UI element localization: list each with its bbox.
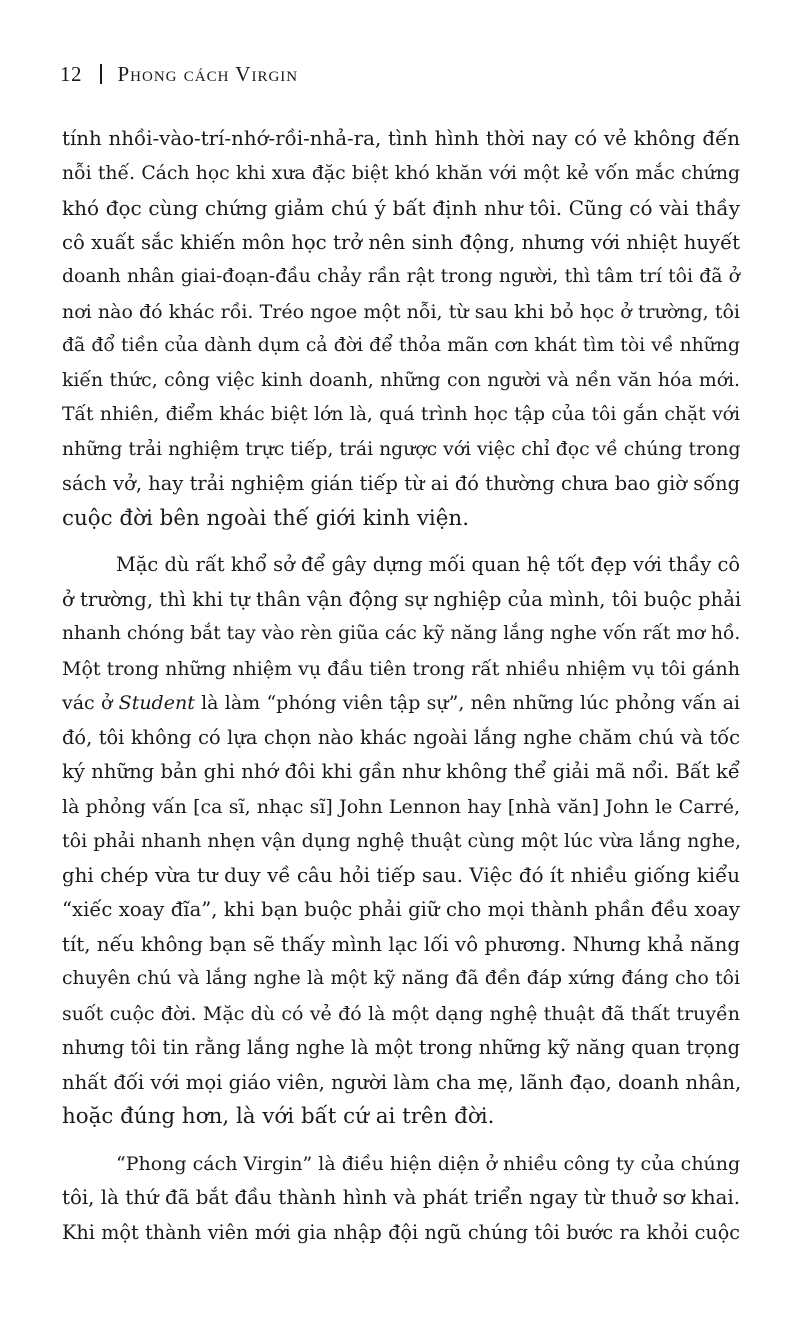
- text-line: sách vở, hay trải nghiệm gián tiếp từ ai đó thường chưa bao giờ sống: [62, 472, 740, 495]
- text-line: khó đọc cùng chứng giảm chú ý bất định như tôi. Cũng có vài thầy: [62, 196, 740, 220]
- paragraph-1: [62, 122, 740, 536]
- text-line: ghi chép vừa tư duy về câu hỏi tiếp sau. Việc đó ít nhiều giống kiểu: [62, 863, 740, 887]
- text-line: những trải nghiệm trực tiếp, trái ngược với việc chỉ đọc về chúng trong: [62, 438, 741, 460]
- text-line: Tất nhiên, điểm khác biệt lớn là, quá trình học tập của tôi gắn chặt với: [62, 404, 740, 425]
- text-line: là phỏng vấn [ca sĩ, nhạc sĩ] John Lennon hay [nhà văn] John le Carré,: [62, 795, 740, 818]
- text-line: Mặc dù rất khổ sở để gây dựng mối quan hệ tốt đẹp với thầy cô: [116, 553, 740, 576]
- italic-title: Student: [118, 692, 195, 714]
- text-line: nhanh chóng bắt tay vào rèn giũa các kỹ năng lắng nghe vốn rất mơ hồ.: [62, 623, 741, 644]
- text-line: tôi phải nhanh nhẹn vận dụng nghệ thuật cùng một lúc vừa lắng nghe,: [62, 830, 742, 852]
- text-line: Một trong những nhiệm vụ đầu tiên trong rất nhiều nhiệm vụ tôi gánh: [62, 657, 741, 680]
- text-line: ký những bản ghi nhớ đôi khi gần như không thể giải mã nổi. Bất kể: [62, 760, 740, 783]
- text-line: nỗi thế. Cách học khi xưa đặc biệt khó khăn với một kẻ vốn mắc chứng: [62, 162, 740, 184]
- text-line: tôi, là thứ đã bắt đầu thành hình và phát triển ngay từ thuở sơ khai.: [62, 1186, 740, 1209]
- text-line: cuộc đời bên ngoài thế giới kinh viện.: [62, 505, 469, 531]
- text-line: nhất đối với mọi giáo viên, người làm cha mẹ, lãnh đạo, doanh nhân,: [62, 1070, 742, 1094]
- text-line: chuyên chú và lắng nghe là một kỹ năng đã đền đáp xứng đáng cho tôi: [62, 968, 740, 989]
- text-line: tít, nếu không bạn sẽ thấy mình lạc lối vô phương. Nhưng khả năng: [62, 932, 740, 956]
- body-text: [62, 122, 740, 1250]
- text-line: tính nhồi-vào-trí-nhớ-rồi-nhả-ra, tình hình thời nay có vẻ không đến: [62, 127, 740, 150]
- text-line: nơi nào đó khác rồi. Tréo ngoe một nỗi, từ sau khi bỏ học ở trường, tôi: [62, 300, 740, 323]
- text-line: doanh nhân giai-đoạn-đầu chảy rần rật trong người, thì tâm trí tôi đã ở: [62, 266, 740, 287]
- text-line: “Phong cách Virgin” là điều hiện diện ở nhiều công ty của chúng: [116, 1152, 741, 1175]
- text-line: kiến thức, công việc kinh doanh, những con người và nền văn hóa mới.: [62, 369, 740, 391]
- text-line: hoặc đúng hơn, là với bất cứ ai trên đời.: [62, 1104, 495, 1129]
- header-separator: [100, 64, 102, 84]
- text-line: nhưng tôi tin rằng lắng nghe là một trong những kỹ năng quan trọng: [62, 1036, 740, 1059]
- paragraph-3: [62, 1147, 740, 1251]
- text-line: đó, tôi không có lựa chọn nào khác ngoài lắng nghe chăm chú và tốc: [62, 725, 740, 749]
- text-line: suốt cuộc đời. Mặc dù có vẻ đó là một dạng nghệ thuật đã thất truyền: [62, 1002, 740, 1025]
- text-line: [62, 686, 740, 721]
- paragraph-2: [62, 548, 740, 1135]
- text-line: Khi một thành viên mới gia nhập đội ngũ chúng tôi bước ra khỏi cuộc: [62, 1220, 740, 1244]
- text-line: cô xuất sắc khiến môn học trở nên sinh động, nhưng với nhiệt huyết: [62, 230, 740, 254]
- text-segment: vác ở: [62, 692, 119, 714]
- text-line: đã đổ tiền của dành dụm cả đời để thỏa mãn cơn khát tìm tòi về những: [62, 335, 740, 356]
- running-header: [60, 64, 298, 85]
- book-title: Phong cách Virgin: [117, 62, 299, 86]
- text-line: ở trường, thì khi tự thân vận động sự nghiệp của mình, tôi buộc phải: [62, 587, 742, 611]
- text-segment: là làm “phóng viên tập sự”, nên những lúc phỏng vấn ai: [194, 692, 740, 714]
- text-line: “xiếc xoay đĩa”, khi bạn buộc phải giữ cho mọi thành phần đều xoay: [62, 898, 740, 921]
- page-number: 12: [60, 62, 82, 86]
